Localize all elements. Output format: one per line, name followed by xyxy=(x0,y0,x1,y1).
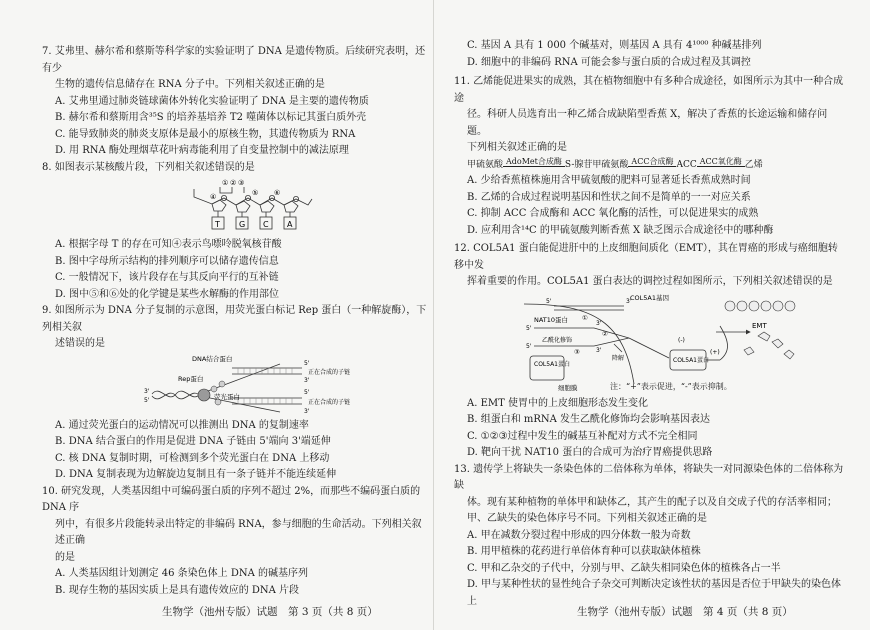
q12-end-label: 3' xyxy=(596,319,602,327)
q10-option-d: D. 细胞中的非编码 RNA 可能会参与蛋白质的合成过程及其调控 xyxy=(467,56,751,68)
q9-option-d: D. DNA 复制表现为边解旋边复制且有一条子链并不能连续延伸 xyxy=(55,469,337,480)
q9-end-label: 3' xyxy=(304,407,310,415)
q12-label-emt: EMT xyxy=(752,321,767,330)
question-9 xyxy=(42,303,430,484)
q11-stem-line: 径。科研人员选育出一种乙烯合成缺陷型香蕉 X，解决了香蕉的长途运输和储存问题。 xyxy=(467,109,828,137)
q10-option-b: B. 现存生物的基因实质上是具有遗传效应的 DNA 片段 xyxy=(55,584,300,596)
q9-replication-figure xyxy=(42,354,430,416)
q12-end-label: 3' xyxy=(596,346,602,354)
q8-option-c: C. 一般情况下，该片段存在与其反向平行的互补链 xyxy=(55,272,279,283)
q9-stem-line: 9. 如图所示为 DNA 分子复制的示意图，用荧光蛋白标记 Rep 蛋白（一种解旋酶），下列相关叙 xyxy=(42,305,427,333)
question-12 xyxy=(454,241,846,462)
q10-option-a: A. 人类基因组计划测定 46 条染色体上 DNA 的碱基序列 xyxy=(55,568,309,579)
q10-stem-line: 10. 研究发现，人类基因组中可编码蛋白质的序列不超过 2%，而那些不编码蛋白质的 DNA 序 xyxy=(42,485,421,513)
q9-label-daughter-strand-top: 正在合成的子链 xyxy=(308,368,351,376)
q12-figure-note: 注：“+”表示促进，“-”表示抑制。 xyxy=(610,381,732,391)
q12-stem-line: 挥着重要的作用。COL5A1 蛋白表达的调控过程如图所示，下列相关叙述错误的是 xyxy=(467,276,833,287)
page-4-column xyxy=(454,38,846,607)
q9-label-fluorescent-protein: 荧光蛋白 xyxy=(214,392,240,401)
q9-stem-line: 述错误的是 xyxy=(55,338,105,349)
q9-end-label: 5' xyxy=(144,396,150,404)
q12-option-b: B. 组蛋白和 mRNA 发生乙酰化修饰均会影响基因表达 xyxy=(467,414,711,425)
question-10 xyxy=(42,484,430,600)
q7-stem-line: 7. 艾弗里、赫尔希和蔡斯等科学家的实验证明了 DNA 是遗传物质。后续研究表明，还有少 xyxy=(42,46,426,74)
q12-option-c: C. ①②③过程中发生的碱基互补配对方式不完全相同 xyxy=(467,430,698,442)
q8-label-3: ③ xyxy=(238,179,245,187)
q12-label-inhibit: (-) xyxy=(678,336,685,344)
page-3-column xyxy=(42,44,430,596)
q8-base-c: C xyxy=(263,220,269,229)
q7-stem-line: 生物的遗传信息储存在 RNA 分子中。下列相关叙述正确的是 xyxy=(55,79,325,90)
q11-substrate-sam: S-腺苷甲硫氨酸 xyxy=(564,159,629,170)
q12-label-process-3: ③ xyxy=(574,347,580,356)
q13-stem-line: 13. 遗传学上将缺失一条染色体的二倍体称为单体，将缺失一对同源染色体的二倍体称为缺 xyxy=(454,463,844,491)
question-10-continued xyxy=(454,38,846,71)
q12-label-acetylation: 乙酰化修饰 xyxy=(542,336,573,344)
q12-label-process-2: ② xyxy=(602,329,608,338)
q9-end-label: 3' xyxy=(144,387,150,395)
q13-option-d: D. 甲与某种性状的显性纯合子杂交可判断决定该性状的基因是否位于甲缺失的染色体上 xyxy=(467,579,842,607)
q10-stem-line: 的是 xyxy=(55,551,75,563)
q9-end-label: 5' xyxy=(304,359,310,367)
q12-label-nat10: NAT10蛋白 xyxy=(534,315,569,324)
q13-stem-line: 甲、乙缺失的染色体序号不同。下列相关叙述正确的是 xyxy=(467,513,707,524)
q11-enzyme-acc-oxidase: ACC氧化酶 xyxy=(697,157,745,167)
q10-stem-line: 列中，有很多片段能转录出特定的非编码 RNA，参与细胞的生命活动。下列相关叙述正确 xyxy=(55,518,422,546)
q12-end-label: 5' xyxy=(526,342,532,350)
q8-option-d: D. 图中⑤和⑥处的化学键是某些水解酶的作用部位 xyxy=(55,288,280,300)
q12-label-process-1: ① xyxy=(582,313,588,322)
page-3-footer: 生物学（池州专版）试题 第 3 页（共 8 页） xyxy=(162,606,378,618)
q8-option-b: B. 图中字母所示结构的排列顺序可以储存遗传信息 xyxy=(55,255,279,267)
page-gutter xyxy=(433,0,434,630)
q12-figure-svg xyxy=(454,292,846,394)
q12-stem-line: 12. COL5A1 蛋白能促进肝中的上皮细胞间质化（EMT），其在胃癌的形成与癌细胞转移中发 xyxy=(454,243,838,271)
q12-label-promote: (+) xyxy=(710,348,720,356)
q7-option-a: A. 艾弗里通过肺炎链球菌体外转化实验证明了 DNA 是主要的遗传物质 xyxy=(55,95,369,107)
q9-end-label: 3' xyxy=(304,376,310,384)
q11-option-b: B. 乙烯的合成过程说明基因和性状之间不是简单的一一对应关系 xyxy=(467,191,751,203)
q8-base-a: A xyxy=(287,220,293,229)
q10-option-c: C. 基因 A 具有 1 000 个碱基对，则基因 A 具有 4¹⁰⁰⁰ 种碱基排列 xyxy=(467,40,762,51)
q9-label-rep-protein: Rep蛋白 xyxy=(178,374,204,383)
q13-stem-line: 体。现有某种植物的单体甲和缺体乙，其产生的配子以及自交成子代的存活率相同； xyxy=(467,496,837,508)
q8-base-g: G xyxy=(239,220,246,229)
page-4-footer: 生物学（池州专版）试题 第 4 页（共 8 页） xyxy=(577,606,793,618)
q9-label-dna-binding-protein: DNA结合蛋白 xyxy=(192,354,233,363)
q8-stem: 8. 如图表示某核酸片段，下列相关叙述错误的是 xyxy=(42,161,255,173)
q12-option-a: A. EMT 使胃中的上皮细胞形态发生变化 xyxy=(467,397,648,409)
q12-label-col5a1-protein-inner: COL5A1蛋白 xyxy=(534,360,570,368)
q12-label-degradation: 降解 xyxy=(612,354,625,362)
q8-figure-svg xyxy=(42,177,430,235)
q12-end-label: 5' xyxy=(546,297,552,305)
q12-label-col5a1-gene: COL5A1基因 xyxy=(630,293,669,302)
q12-end-label: 5' xyxy=(526,324,532,332)
q12-end-label: 3' xyxy=(626,297,632,305)
q9-end-label: 5' xyxy=(304,388,310,396)
q8-option-a: A. 根据字母 T 的存在可知④表示鸟嘌呤脱氧核苷酸 xyxy=(55,239,282,250)
question-13 xyxy=(454,462,846,611)
question-7 xyxy=(42,44,430,160)
q13-option-a: A. 甲在减数分裂过程中形成的四分体数一般为奇数 xyxy=(467,529,691,541)
q7-option-c: C. 能导致肺炎的肺炎支原体是最小的原核生物，其遗传物质为 RNA xyxy=(55,128,356,140)
q11-stem-line: 下列相关叙述正确的是 xyxy=(467,142,567,153)
q7-option-d: D. 用 RNA 酶处理烟草花叶病毒能利用了自变量控制中的减法原理 xyxy=(55,145,349,156)
q12-option-d: D. 靶向干扰 NAT10 蛋白的合成可为治疗胃癌提供思路 xyxy=(467,447,713,458)
question-11 xyxy=(454,74,846,239)
q12-label-col5a1-protein-outer: COL5A1蛋白 xyxy=(673,356,709,364)
q9-option-c: C. 核 DNA 复制时期，可检测到多个荧光蛋白在 DNA 上移动 xyxy=(55,452,330,464)
q9-option-a: A. 通过荧光蛋白的运动情况可以推测出 DNA 的复制速率 xyxy=(55,419,309,431)
q11-enzyme-acc-synthase: ACC合成酶 xyxy=(628,157,676,167)
q11-pathway xyxy=(454,157,846,174)
q11-enzyme-adomet: AdoMet合成酶 xyxy=(503,157,565,167)
q9-label-daughter-strand-bottom: 正在合成的子链 xyxy=(308,398,351,406)
q13-option-c: C. 甲和乙杂交的子代中，分别与甲、乙缺失相同染色体的植株各占一半 xyxy=(467,562,781,574)
q9-option-b: B. DNA 结合蛋白的作用是促进 DNA 子链由 5'端向 3'端延伸 xyxy=(55,436,331,447)
q7-option-b: B. 赫尔希和蔡斯用含³⁵S 的培养基培养 T2 噬菌体以标记其蛋白质外壳 xyxy=(55,112,367,123)
q8-label-6: ⑥ xyxy=(274,189,281,197)
q11-stem-line: 11. 乙烯能促进果实的成熟，其在植物细胞中有多种合成途径，如图所示为其中一种合成途 xyxy=(454,76,844,104)
q9-figure-svg xyxy=(42,354,430,416)
q11-substrate-acc: ACC xyxy=(676,159,697,170)
q12-label-membrane: 细胞膜 xyxy=(558,383,578,392)
q8-base-t: T xyxy=(215,220,220,229)
q8-label-1: ① xyxy=(222,179,229,187)
q13-option-b: B. 用甲植株的花药进行单倍体育种可以获取缺体植株 xyxy=(467,546,701,557)
q11-option-c: C. 抑制 ACC 合成酶和 ACC 氧化酶的活性，可以促进果实的成熟 xyxy=(467,208,759,219)
q8-nucleic-acid-figure xyxy=(42,177,430,235)
question-8 xyxy=(42,160,430,304)
q11-option-a: A. 少给香蕉植株施用含甲硫氨酸的肥料可显著延长香蕉成熟时间 xyxy=(467,175,751,186)
q8-label-2: ② xyxy=(230,179,237,187)
q11-option-d: D. 应利用含¹⁴C 的甲硫氨酸判断香蕉 X 缺乏图示合成途径中的哪种酶 xyxy=(467,224,774,236)
q8-label-5: ⑤ xyxy=(252,189,259,197)
q11-product-ethylene: 乙烯 xyxy=(744,159,763,170)
q12-regulation-figure xyxy=(454,292,846,394)
q11-substrate-methionine: 甲硫氨酸 xyxy=(467,159,504,170)
q8-label-4: ④ xyxy=(210,193,217,201)
